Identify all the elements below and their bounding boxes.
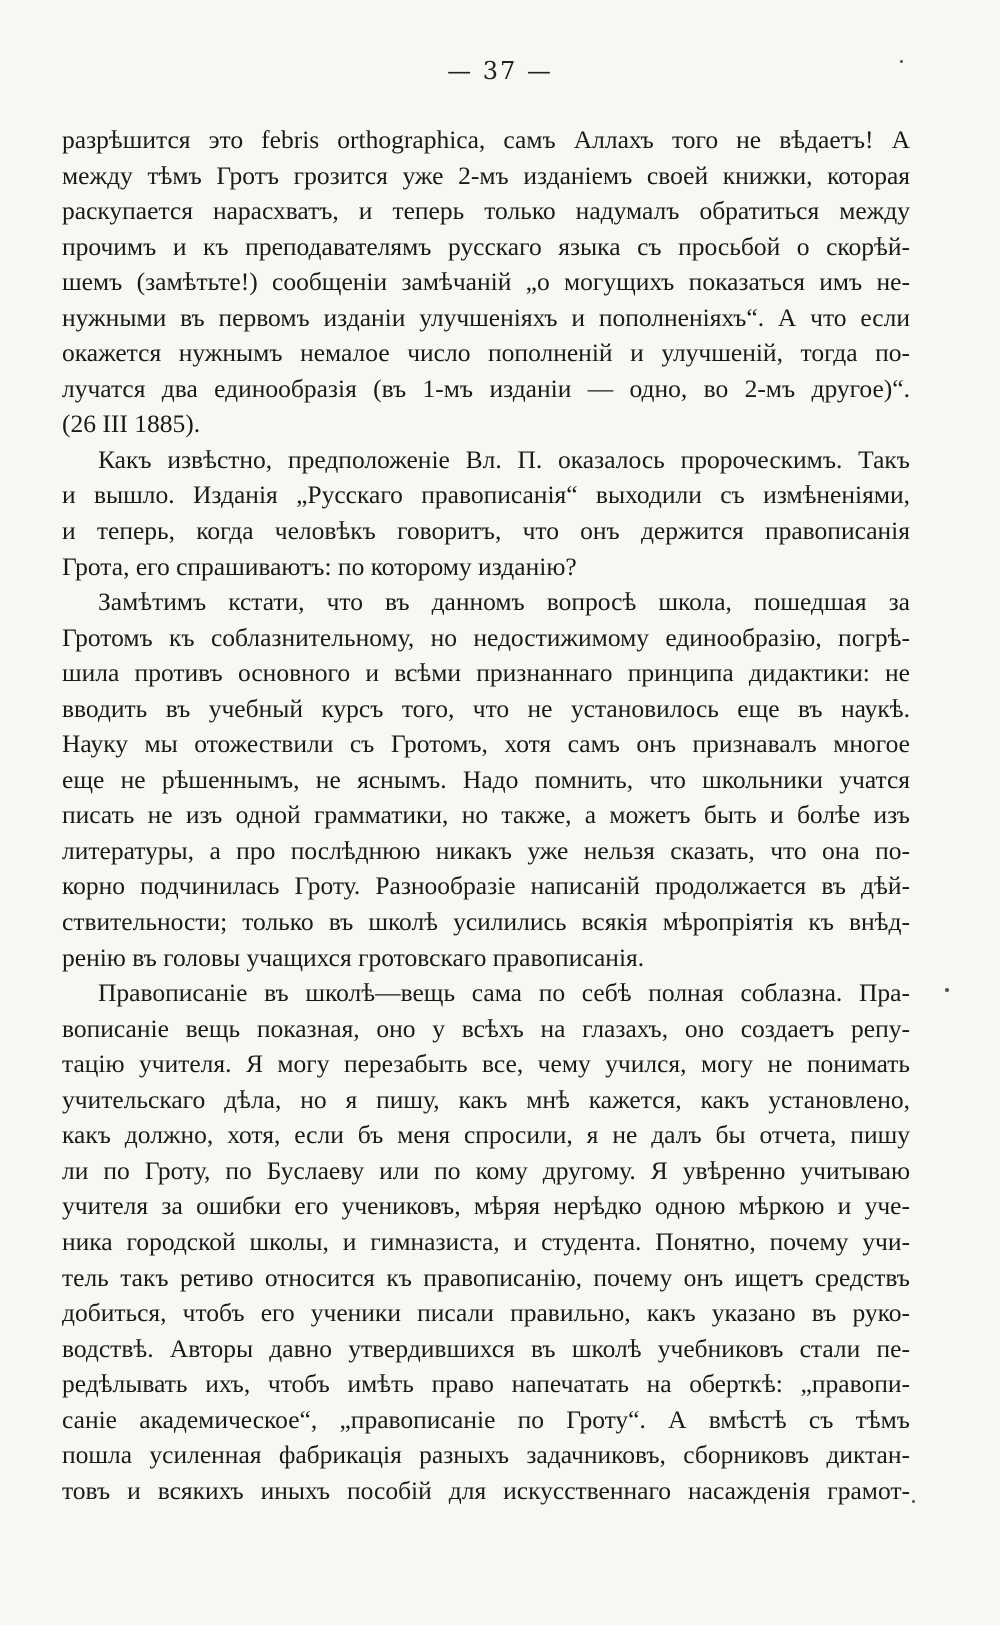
text-line: товъ и всякихъ иныхъ пособій для искусственнаго насажденія грамот- [62, 1475, 910, 1505]
text-line: Какъ извѣстно, предположеніе Вл. П. оказалось пророческимъ. Такъ [98, 444, 910, 474]
text-line: ника городской школы, и гимназиста, и студента. Понятно, почему учи- [62, 1226, 910, 1256]
text-line: Грота, его спрашиваютъ: по которому изданію? [62, 551, 577, 581]
paragraph-3 [62, 584, 910, 975]
text-line: вводить въ учебный курсъ того, что не установилось еще въ наукѣ. [62, 693, 910, 723]
text-line: и теперь, когда человѣкъ говоритъ, что онъ держится правописанія [62, 516, 910, 546]
text-line: пошла усиленная фабрикація разныхъ задачниковъ, сборниковъ диктан- [62, 1440, 910, 1470]
text-line: нужными въ первомъ изданіи улучшеніяхъ и пополненіяхъ“. А что если [62, 302, 910, 332]
text-line: окажется нужнымъ немалое число пополненій и улучшеній, тогда по- [62, 338, 910, 368]
text-line: Замѣтимъ кстати, что въ данномъ вопросѣ школа, пошедшая за [98, 587, 910, 617]
text-line: какъ должно, хотя, если бъ меня спросили, я не далъ бы отчета, пишу [62, 1120, 910, 1150]
text-line: прочимъ и къ преподавателямъ русскаго языка съ просьбой о скорѣй- [62, 231, 910, 261]
text-line: учительскаго дѣла, но я пишу, какъ мнѣ кажется, какъ установлено, [62, 1084, 910, 1114]
text-line: и вышло. Изданія „Русскаго правописанія“ выходили съ измѣненіями, [62, 480, 910, 510]
text-line: Правописаніе въ школѣ—вещь сама по себѣ полная соблазна. Пра- [98, 978, 910, 1008]
text-line: Науку мы отожествили съ Гротомъ, хотя самъ онъ признавалъ многое [62, 729, 910, 759]
text-line: ли по Гроту, по Буслаеву или по кому другому. Я увѣренно учитываю [62, 1155, 910, 1185]
text-line: Гротомъ къ соблазнительному, но недостижимому единообразію, погрѣ- [62, 622, 910, 652]
body-text [62, 122, 910, 1508]
text-line: ствительности; только въ школѣ усилились всякія мѣропріятія къ внѣд- [62, 907, 910, 937]
text-line: учителя за ошибки его учениковъ, мѣряя нерѣдко одною мѣркою и уче- [62, 1191, 910, 1221]
text-line: лучатся два единообразія (въ 1-мъ изданіи — одно, во 2-мъ другое)“. [62, 373, 910, 403]
text-line: между тѣмъ Гротъ грозится уже 2-мъ изданіемъ своей книжки, которая [62, 160, 910, 190]
text-line: ренію въ головы учащихся гротовскаго правописанія. [62, 942, 645, 972]
paragraph-4 [62, 975, 910, 1508]
text-line: вописаніе вещь показная, оно у всѣхъ на глазахъ, оно создаетъ репу- [62, 1013, 910, 1043]
print-speck [900, 60, 903, 63]
text-line: тель такъ ретиво относится къ правописанію, почему онъ ищетъ средствъ [62, 1262, 910, 1292]
paragraph-2 [62, 442, 910, 584]
text-line: саніе академическое“, „правописаніе по Гроту“. А вмѣстѣ съ тѣмъ [62, 1404, 910, 1434]
text-line: шемъ (замѣтьте!) сообщеніи замѣчаній „о могущихъ показаться имъ не- [62, 267, 910, 297]
text-line: литературы, а про послѣднюю никакъ уже нельзя сказать, что она по- [62, 835, 910, 865]
text-line: разрѣшится это febris orthographica, самъ Аллахъ того не вѣдаетъ! А [62, 125, 910, 154]
text-line: редѣлывать ихъ, чтобъ имѣть право напечатать на оберткѣ: „правопи- [62, 1369, 910, 1399]
paragraph-1 [62, 122, 910, 442]
text-line: (26 III 1885). [62, 409, 201, 439]
text-line: водствѣ. Авторы давно утвердившихся въ школѣ учебниковъ стали пе- [62, 1333, 910, 1363]
page-number: — 37 — [447, 57, 553, 85]
text-line: добиться, чтобъ его ученики писали правильно, какъ указано въ руко- [62, 1298, 910, 1328]
text-line: раскупается нарасхватъ, и теперь только надумалъ обратиться между [62, 196, 910, 226]
text-line: писать не изъ одной грамматики, но также, а можетъ быть и болѣе изъ [62, 800, 910, 830]
print-speck [945, 988, 949, 992]
text-line: тацію учителя. Я могу перезабыть все, чему учился, могу не понимать [62, 1049, 910, 1079]
print-speck [912, 1500, 915, 1503]
text-line: еще не рѣшеннымъ, не яснымъ. Надо помнить, что школьники учатся [62, 764, 910, 794]
text-line: шила противъ основного и всѣми признаннаго принципа дидактики: не [62, 658, 910, 688]
text-line: корно подчинилась Гроту. Разнообразіе написаній продолжается въ дѣй- [62, 871, 910, 901]
